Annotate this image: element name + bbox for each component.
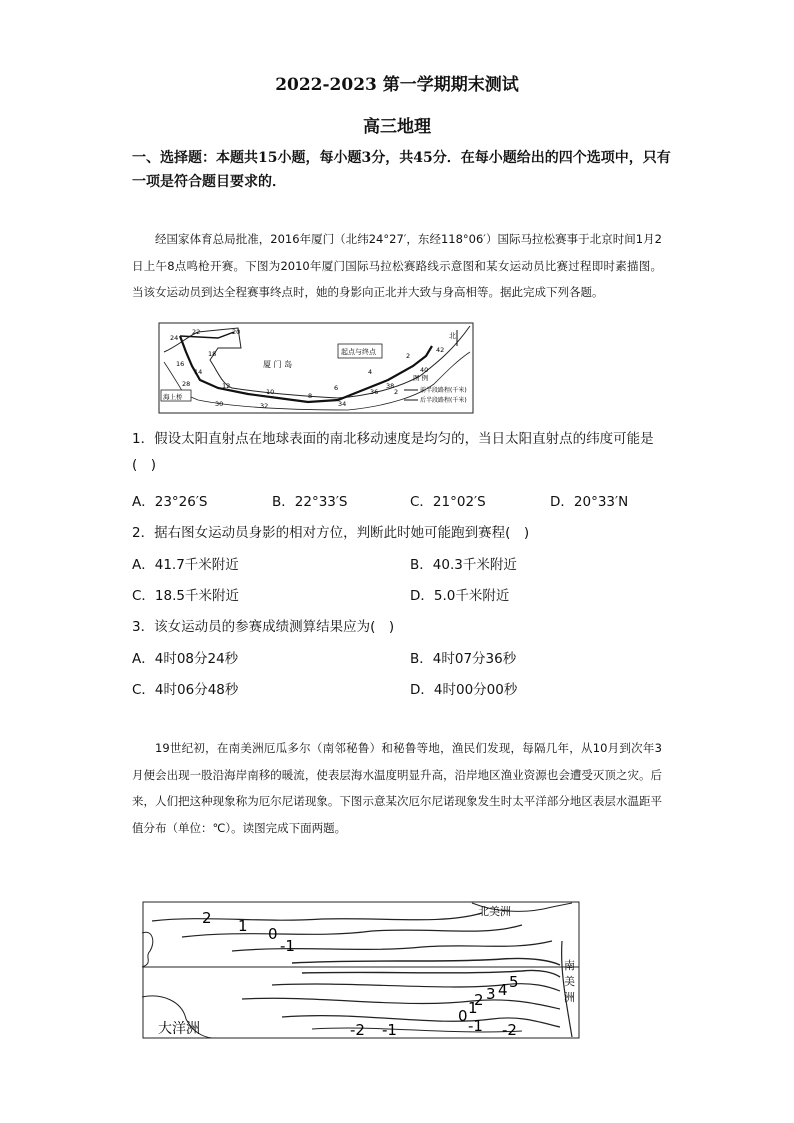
km-label: 6 xyxy=(334,384,339,392)
start-end-label: 起点与终点 xyxy=(341,348,376,356)
marathon-route-map xyxy=(158,322,474,414)
q3-option-d[interactable]: D．4时00分00秒 xyxy=(410,682,518,698)
km-label: 4 xyxy=(368,368,373,376)
passage-marathon: 经国家体育总局批准，2016年厦门（北纬24°27′，东经118°06′）国际马拉松赛事于北京时间1月2日上午8点鸣枪开赛。下图为2010年厦门国际马拉松赛路线示意图和某女运动员比赛过程即时素描图。当该女运动员到达全程赛事终点时，她的身影向正北并大致与身高相等。据此完成下列各题。 xyxy=(132,232,662,299)
km-label: 2 xyxy=(394,388,399,396)
north-america-label: 北美洲 xyxy=(478,905,511,918)
legend-title: 图 例 xyxy=(413,374,429,382)
km-label: 12 xyxy=(222,382,231,390)
isotherm-label: 2 xyxy=(474,991,484,1009)
north-label: 北 xyxy=(449,332,456,340)
q1-option-b[interactable]: B．22°33′S xyxy=(272,494,348,510)
km-label: 30 xyxy=(215,400,224,408)
isotherm-label: -2 xyxy=(502,1021,517,1039)
isotherm-label: -1 xyxy=(468,1017,483,1035)
isotherm-label: 1 xyxy=(468,999,478,1017)
isotherm-label: -2 xyxy=(350,1021,365,1039)
south-america-label-1: 南 xyxy=(564,959,575,972)
km-label: 38 xyxy=(386,382,395,390)
question-1-stem: 1．假设太阳直射点在地球表面的南北移动速度是均匀的，当日太阳直射点的纬度可能是( ) xyxy=(132,431,654,473)
q2-option-b[interactable]: B．40.3千米附近 xyxy=(410,557,517,573)
km-label: 18 xyxy=(208,350,217,358)
isotherm-label: 2 xyxy=(202,909,212,927)
sst-anomaly-map xyxy=(142,901,580,1039)
km-label: 10 xyxy=(266,388,275,396)
isotherm-label: 0 xyxy=(268,925,278,943)
isotherm-label: 5 xyxy=(509,973,519,991)
isotherm-label: 3 xyxy=(486,985,496,1003)
km-label: 22 xyxy=(192,328,201,336)
km-label: 36 xyxy=(370,388,379,396)
exam-title: 2022-2023 第一学期期末测试 xyxy=(275,75,519,95)
km-label: 42 xyxy=(436,346,445,354)
km-label: 32 xyxy=(260,402,269,410)
q3-option-b[interactable]: B．4时07分36秒 xyxy=(410,651,517,667)
km-label: 16 xyxy=(176,360,185,368)
q1-option-a[interactable]: A．23°26′S xyxy=(132,494,208,510)
legend-second-half: 后半段路程(千米) xyxy=(420,397,467,404)
exam-subject: 高三地理 xyxy=(363,117,431,137)
km-label: 14 xyxy=(194,368,203,376)
q2-option-d[interactable]: D．5.0千米附近 xyxy=(410,588,510,604)
isotherm-label: 1 xyxy=(238,917,248,935)
q2-option-a[interactable]: A．41.7千米附近 xyxy=(132,557,239,573)
south-america-label-2: 美 xyxy=(564,975,575,988)
legend-first-half: 前半段路程(千米) xyxy=(420,387,467,394)
isotherm-label: -1 xyxy=(280,937,295,955)
q2-option-c[interactable]: C．18.5千米附近 xyxy=(132,588,239,604)
km-label: 24 xyxy=(170,334,179,342)
q1-option-c[interactable]: C．21°02′S xyxy=(410,494,486,510)
km-label: 20 xyxy=(232,328,241,336)
q1-option-d[interactable]: D．20°33′N xyxy=(550,494,629,510)
question-2-stem: 2．据右图女运动员身影的相对方位，判断此时她可能跑到赛程( ) xyxy=(132,525,530,541)
km-label: 28 xyxy=(182,380,191,388)
passage-el-nino: 19世纪初，在南美洲厄瓜多尔（南邻秘鲁）和秘鲁等地，渔民们发现，每隔几年，从10月到次年3月便会出现一股沿海岸南移的暖流，使表层海水温度明显升高，沿岸地区渔业资源也会遭受灭顶之灾。后来，人们把这种现象称为厄尔尼诺现象。下图示意某次厄尔尼诺现象发生时太平洋部分地区表层水温距平值分布（单位：℃）。读图完成下面两题。 xyxy=(132,741,662,835)
q3-option-a[interactable]: A．4时08分24秒 xyxy=(132,651,239,667)
question-3-stem: 3．该女运动员的参赛成绩测算结果应为( ) xyxy=(132,619,395,635)
isotherm-label: 4 xyxy=(498,981,508,999)
oceania-label: 大洋洲 xyxy=(158,1021,200,1037)
isotherm-label: -1 xyxy=(382,1021,397,1039)
island-label: 厦 门 岛 xyxy=(263,360,293,369)
km-label: 40 xyxy=(420,366,429,374)
section-heading: 一、选择题：本题共15小题，每小题3分，共45分．在每小题给出的四个选项中，只有一项是符合题目要求的． xyxy=(132,150,671,190)
km-label: 2 xyxy=(406,352,411,360)
isotherm-label: 0 xyxy=(458,1007,468,1025)
q3-option-c[interactable]: C．4时06分48秒 xyxy=(132,682,239,698)
km-label: 8 xyxy=(308,392,313,400)
south-america-label-3: 洲 xyxy=(564,991,575,1004)
bridge-label: 海上桥 xyxy=(163,393,183,401)
km-label: 34 xyxy=(338,400,347,408)
